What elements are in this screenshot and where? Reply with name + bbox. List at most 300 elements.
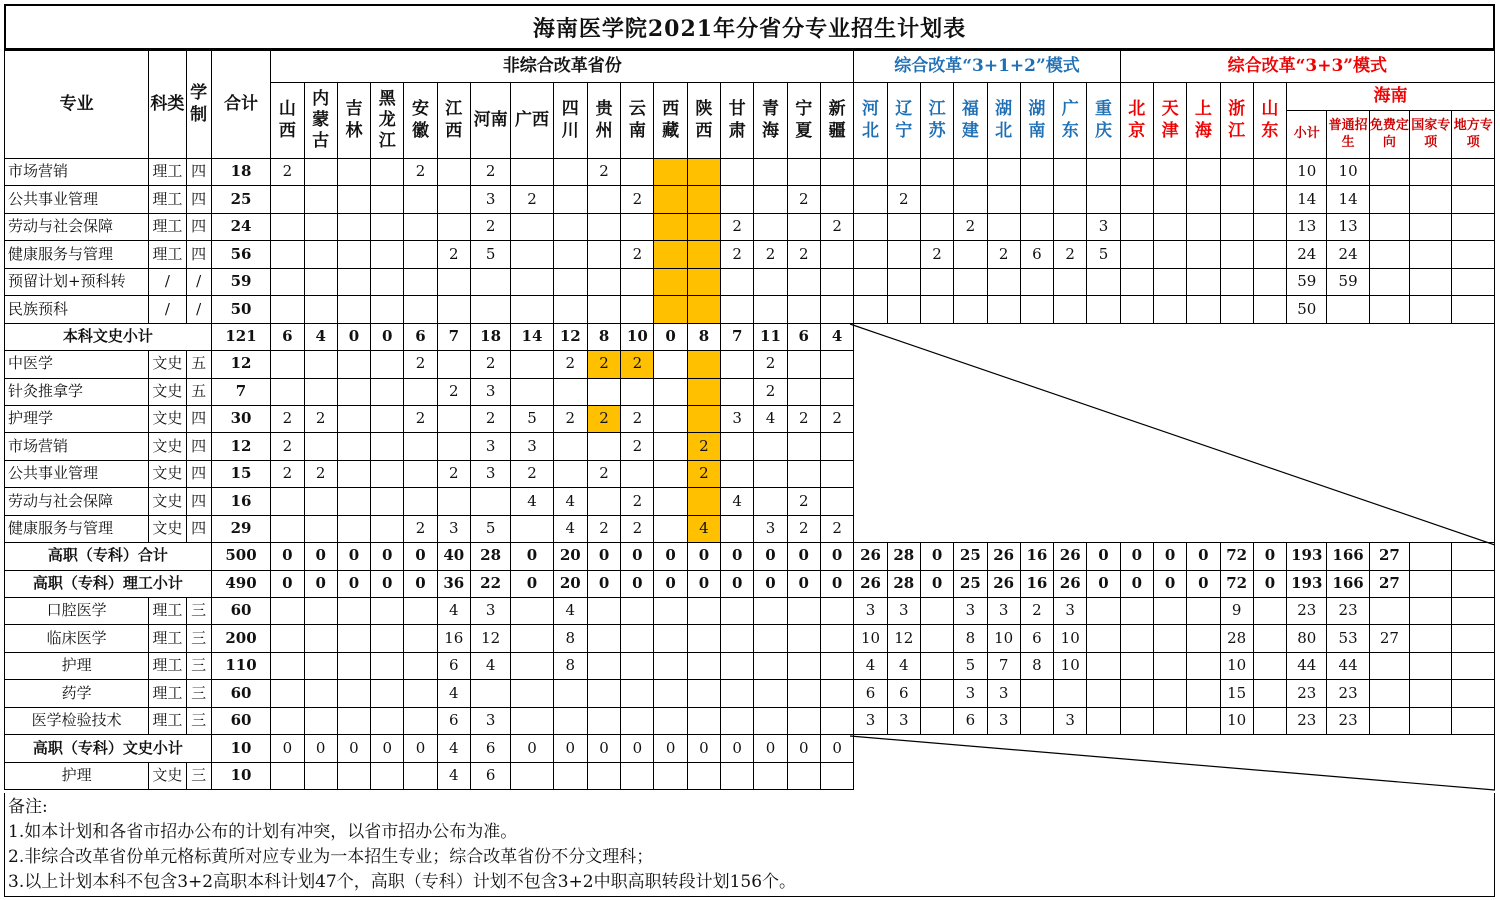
value-cell: [304, 680, 337, 707]
value-cell: 0: [754, 543, 787, 570]
value-cell: [304, 762, 337, 789]
value-cell: [337, 351, 370, 378]
value-cell: 10: [1220, 652, 1253, 679]
value-cell: [304, 515, 337, 542]
value-cell: [553, 268, 587, 295]
province-header: 福建: [954, 83, 987, 159]
value-cell: [271, 625, 304, 652]
value-cell: [1120, 625, 1153, 652]
value-cell: 4: [721, 488, 754, 515]
value-cell: [371, 762, 404, 789]
value-cell: [654, 460, 687, 487]
value-cell: [1410, 543, 1452, 570]
value-cell: [687, 680, 720, 707]
value-cell: [1087, 680, 1120, 707]
category-cell: 文史: [149, 488, 186, 515]
value-cell: [820, 707, 853, 734]
province-header: 四川: [553, 83, 587, 159]
value-cell: [404, 625, 437, 652]
value-cell: 4: [854, 652, 887, 679]
value-cell: [304, 433, 337, 460]
value-cell: 0: [820, 735, 853, 762]
value-cell: [687, 488, 720, 515]
value-cell: [1253, 598, 1286, 625]
value-cell: [1120, 680, 1153, 707]
value-cell: [337, 433, 370, 460]
value-cell: [1253, 625, 1286, 652]
value-cell: [1120, 186, 1153, 213]
category-cell: 理工: [149, 680, 186, 707]
value-cell: [654, 625, 687, 652]
value-cell: [304, 707, 337, 734]
value-cell: [820, 433, 853, 460]
value-cell: [304, 296, 337, 323]
value-cell: 3: [470, 707, 510, 734]
value-cell: 0: [1087, 543, 1120, 570]
value-cell: [687, 296, 720, 323]
value-cell: 26: [987, 570, 1020, 597]
subtotal-row: [5, 543, 1495, 570]
value-cell: 0: [920, 570, 953, 597]
province-header: 宁夏: [787, 83, 820, 159]
value-cell: 8: [553, 625, 587, 652]
value-cell: 0: [721, 543, 754, 570]
value-cell: [1087, 707, 1120, 734]
province-header: 广东: [1054, 83, 1087, 159]
blank-area: [854, 351, 1495, 378]
duration-cell: 四: [186, 433, 211, 460]
value-cell: [687, 598, 720, 625]
value-cell: 4: [437, 598, 470, 625]
value-cell: 2: [470, 405, 510, 432]
province-header: 甘肃: [721, 83, 754, 159]
value-cell: 166: [1327, 570, 1369, 597]
value-cell: [371, 159, 404, 186]
value-cell: [1087, 268, 1120, 295]
value-cell: [511, 762, 553, 789]
duration-cell: 四: [186, 515, 211, 542]
value-cell: 2: [437, 241, 470, 268]
value-cell: [687, 213, 720, 240]
value-cell: 10: [1054, 652, 1087, 679]
value-cell: [687, 707, 720, 734]
value-cell: [787, 707, 820, 734]
plan-table-container: [4, 4, 1495, 897]
value-cell: 28: [1220, 625, 1253, 652]
province-header: 重庆: [1087, 83, 1120, 159]
value-cell: [1369, 213, 1409, 240]
value-cell: [1452, 268, 1495, 295]
value-cell: [654, 598, 687, 625]
row-total: 7: [211, 378, 271, 405]
category-cell: 理工: [149, 625, 186, 652]
province-header: 北京: [1120, 83, 1153, 159]
value-cell: 0: [337, 735, 370, 762]
value-cell: 16: [437, 625, 470, 652]
hainan-subheader: 国家专项: [1410, 111, 1452, 159]
value-cell: 2: [787, 241, 820, 268]
value-cell: [1369, 186, 1409, 213]
value-cell: 2: [587, 351, 620, 378]
value-cell: [437, 433, 470, 460]
value-cell: 14: [1287, 186, 1327, 213]
value-cell: [337, 680, 370, 707]
subtotal-row: [5, 570, 1495, 597]
value-cell: [687, 378, 720, 405]
value-cell: [1452, 159, 1495, 186]
value-cell: [587, 241, 620, 268]
value-cell: [437, 405, 470, 432]
value-cell: [621, 598, 654, 625]
duration-cell: 四: [186, 186, 211, 213]
value-cell: [1410, 213, 1452, 240]
value-cell: [511, 378, 553, 405]
value-cell: [1253, 707, 1286, 734]
row-total: 56: [211, 241, 271, 268]
value-cell: [954, 296, 987, 323]
value-cell: 24: [1287, 241, 1327, 268]
value-cell: [721, 296, 754, 323]
value-cell: [1187, 652, 1220, 679]
value-cell: 2: [954, 213, 987, 240]
value-cell: 2: [1020, 598, 1053, 625]
value-cell: 3: [987, 680, 1020, 707]
value-cell: 28: [887, 570, 920, 597]
value-cell: [470, 296, 510, 323]
row-total: 12: [211, 433, 271, 460]
value-cell: [1220, 296, 1253, 323]
value-cell: 2: [1054, 241, 1087, 268]
value-cell: [1020, 213, 1053, 240]
province-header: 上海: [1187, 83, 1220, 159]
value-cell: [820, 159, 853, 186]
value-cell: [511, 351, 553, 378]
value-cell: 0: [687, 735, 720, 762]
value-cell: [404, 296, 437, 323]
value-cell: [654, 707, 687, 734]
major-name: 药学: [5, 680, 149, 707]
header-group-nonreform: 非综合改革省份: [271, 51, 854, 83]
province-header: 青海: [754, 83, 787, 159]
header-group-33: 综合改革“3+3”模式: [1120, 51, 1494, 83]
row-total: 121: [211, 323, 271, 350]
value-cell: [337, 296, 370, 323]
blank-area: [854, 762, 1495, 789]
province-header: 天津: [1153, 83, 1186, 159]
major-name: 公共事业管理: [5, 186, 149, 213]
province-header: 新疆: [820, 83, 853, 159]
value-cell: [987, 213, 1020, 240]
value-cell: 0: [404, 735, 437, 762]
value-cell: [337, 460, 370, 487]
major-name: 健康服务与管理: [5, 515, 149, 542]
value-cell: [511, 707, 553, 734]
value-cell: [854, 268, 887, 295]
value-cell: [511, 598, 553, 625]
value-cell: 0: [721, 735, 754, 762]
value-cell: [887, 296, 920, 323]
value-cell: [587, 296, 620, 323]
value-cell: 0: [404, 570, 437, 597]
value-cell: [271, 707, 304, 734]
value-cell: [470, 680, 510, 707]
value-cell: 59: [1327, 268, 1369, 295]
value-cell: 3: [954, 598, 987, 625]
category-cell: 理工: [149, 241, 186, 268]
value-cell: [587, 213, 620, 240]
value-cell: 4: [820, 323, 853, 350]
value-cell: 4: [553, 598, 587, 625]
value-cell: 12: [470, 625, 510, 652]
value-cell: [1087, 186, 1120, 213]
value-cell: [1087, 652, 1120, 679]
value-cell: [721, 652, 754, 679]
duration-cell: 五: [186, 378, 211, 405]
value-cell: [437, 488, 470, 515]
value-cell: 40: [437, 543, 470, 570]
value-cell: [754, 433, 787, 460]
value-cell: [1153, 241, 1186, 268]
blank-area: [854, 515, 1495, 542]
value-cell: [621, 707, 654, 734]
value-cell: 59: [1287, 268, 1327, 295]
value-cell: 10: [621, 323, 654, 350]
value-cell: [1054, 159, 1087, 186]
value-cell: [887, 268, 920, 295]
value-cell: [437, 159, 470, 186]
value-cell: 3: [1087, 213, 1120, 240]
province-header: 湖南: [1020, 83, 1053, 159]
value-cell: 11: [754, 323, 787, 350]
value-cell: [1120, 213, 1153, 240]
value-cell: [654, 213, 687, 240]
value-cell: [587, 268, 620, 295]
row-total: 24: [211, 213, 271, 240]
value-cell: [304, 268, 337, 295]
value-cell: [787, 351, 820, 378]
table-row: [5, 241, 1495, 268]
value-cell: 2: [754, 241, 787, 268]
value-cell: [1153, 652, 1186, 679]
value-cell: [820, 598, 853, 625]
value-cell: [721, 625, 754, 652]
notes-heading: 备注:: [8, 797, 48, 817]
category-cell: 理工: [149, 186, 186, 213]
value-cell: [820, 488, 853, 515]
value-cell: [1153, 213, 1186, 240]
value-cell: [721, 762, 754, 789]
value-cell: 3: [954, 680, 987, 707]
major-name: 口腔医学: [5, 598, 149, 625]
value-cell: [1410, 241, 1452, 268]
value-cell: 4: [511, 488, 553, 515]
value-cell: 2: [271, 405, 304, 432]
value-cell: [920, 680, 953, 707]
duration-cell: 四: [186, 460, 211, 487]
value-cell: [511, 241, 553, 268]
value-cell: 0: [654, 323, 687, 350]
value-cell: 16: [1020, 570, 1053, 597]
table-row: [5, 433, 1495, 460]
note-item-1: 1.如本计划和各省市招办公布的计划有冲突，以省市招办公布为准。: [8, 822, 518, 842]
value-cell: 0: [1187, 570, 1220, 597]
province-header: 吉林: [337, 83, 370, 159]
category-cell: 文史: [149, 460, 186, 487]
value-cell: [787, 460, 820, 487]
value-cell: [1020, 680, 1053, 707]
value-cell: 3: [511, 433, 553, 460]
value-cell: [1369, 268, 1409, 295]
major-name: 护理学: [5, 405, 149, 432]
value-cell: [920, 598, 953, 625]
major-name: 劳动与社会保障: [5, 488, 149, 515]
category-cell: 文史: [149, 405, 186, 432]
value-cell: [1187, 598, 1220, 625]
value-cell: [621, 213, 654, 240]
value-cell: [1452, 213, 1495, 240]
value-cell: 0: [337, 323, 370, 350]
value-cell: [721, 433, 754, 460]
value-cell: 0: [654, 735, 687, 762]
value-cell: [754, 707, 787, 734]
value-cell: 10: [1287, 159, 1327, 186]
value-cell: [1120, 159, 1153, 186]
value-cell: [621, 460, 654, 487]
value-cell: [1054, 186, 1087, 213]
value-cell: 27: [1369, 570, 1409, 597]
value-cell: 80: [1287, 625, 1327, 652]
category-cell: 理工: [149, 213, 186, 240]
value-cell: [1220, 159, 1253, 186]
value-cell: [954, 159, 987, 186]
value-cell: [1369, 296, 1409, 323]
province-header: 云南: [621, 83, 654, 159]
value-cell: [587, 598, 620, 625]
value-cell: 4: [687, 515, 720, 542]
value-cell: [553, 707, 587, 734]
value-cell: 6: [787, 323, 820, 350]
value-cell: 36: [437, 570, 470, 597]
value-cell: [511, 213, 553, 240]
table-row: [5, 159, 1495, 186]
value-cell: [1253, 652, 1286, 679]
value-cell: 16: [1020, 543, 1053, 570]
value-cell: 22: [470, 570, 510, 597]
value-cell: [371, 241, 404, 268]
notes-section: [4, 793, 1495, 897]
row-total: 29: [211, 515, 271, 542]
value-cell: 2: [621, 515, 654, 542]
value-cell: [1253, 296, 1286, 323]
value-cell: 0: [304, 543, 337, 570]
header-hainan: 海南: [1287, 83, 1495, 111]
province-header: 贵州: [587, 83, 620, 159]
value-cell: 2: [553, 405, 587, 432]
province-header: 山东: [1253, 83, 1286, 159]
blank-area: [854, 323, 1495, 350]
value-cell: [854, 241, 887, 268]
duration-cell: 三: [186, 625, 211, 652]
value-cell: 2: [404, 159, 437, 186]
row-total: 60: [211, 707, 271, 734]
value-cell: [1452, 625, 1495, 652]
value-cell: 2: [621, 241, 654, 268]
subtotal-label: 高职（专科）文史小计: [5, 735, 212, 762]
value-cell: [1410, 652, 1452, 679]
value-cell: [1087, 296, 1120, 323]
value-cell: [721, 351, 754, 378]
duration-cell: /: [186, 296, 211, 323]
value-cell: 2: [820, 515, 853, 542]
value-cell: 23: [1327, 680, 1369, 707]
value-cell: [654, 433, 687, 460]
value-cell: [337, 186, 370, 213]
value-cell: 4: [887, 652, 920, 679]
value-cell: [304, 598, 337, 625]
value-cell: 23: [1327, 707, 1369, 734]
value-cell: 27: [1369, 625, 1409, 652]
value-cell: [437, 296, 470, 323]
category-cell: 理工: [149, 707, 186, 734]
value-cell: 0: [1120, 543, 1153, 570]
value-cell: [304, 378, 337, 405]
value-cell: 0: [754, 570, 787, 597]
value-cell: 6: [954, 707, 987, 734]
value-cell: [820, 186, 853, 213]
value-cell: [654, 405, 687, 432]
value-cell: [1253, 680, 1286, 707]
value-cell: [754, 762, 787, 789]
value-cell: [754, 186, 787, 213]
value-cell: 3: [721, 405, 754, 432]
blank-area: [854, 405, 1495, 432]
major-name: 健康服务与管理: [5, 241, 149, 268]
value-cell: 3: [470, 433, 510, 460]
value-cell: [820, 625, 853, 652]
value-cell: [511, 268, 553, 295]
value-cell: [1253, 159, 1286, 186]
value-cell: [687, 241, 720, 268]
value-cell: [1120, 652, 1153, 679]
value-cell: [1220, 268, 1253, 295]
table-row: [5, 351, 1495, 378]
value-cell: [754, 296, 787, 323]
value-cell: 0: [787, 543, 820, 570]
value-cell: 0: [687, 570, 720, 597]
value-cell: [687, 762, 720, 789]
hainan-subheader: 小计: [1287, 111, 1327, 159]
value-cell: [404, 762, 437, 789]
value-cell: [987, 268, 1020, 295]
value-cell: 0: [721, 570, 754, 597]
value-cell: [271, 351, 304, 378]
value-cell: 7: [721, 323, 754, 350]
value-cell: [1020, 268, 1053, 295]
note-item-2: 2.非综合改革省份单元格标黄所对应专业为一本招生专业；综合改革省份不分文理科；: [8, 847, 654, 867]
table-row: [5, 515, 1495, 542]
value-cell: [1452, 598, 1495, 625]
value-cell: 4: [754, 405, 787, 432]
value-cell: [654, 241, 687, 268]
value-cell: [787, 652, 820, 679]
value-cell: [304, 351, 337, 378]
province-header: 河南: [470, 83, 510, 159]
value-cell: [587, 625, 620, 652]
value-cell: 2: [511, 186, 553, 213]
major-name: 护理: [5, 652, 149, 679]
row-total: 18: [211, 159, 271, 186]
value-cell: [654, 351, 687, 378]
